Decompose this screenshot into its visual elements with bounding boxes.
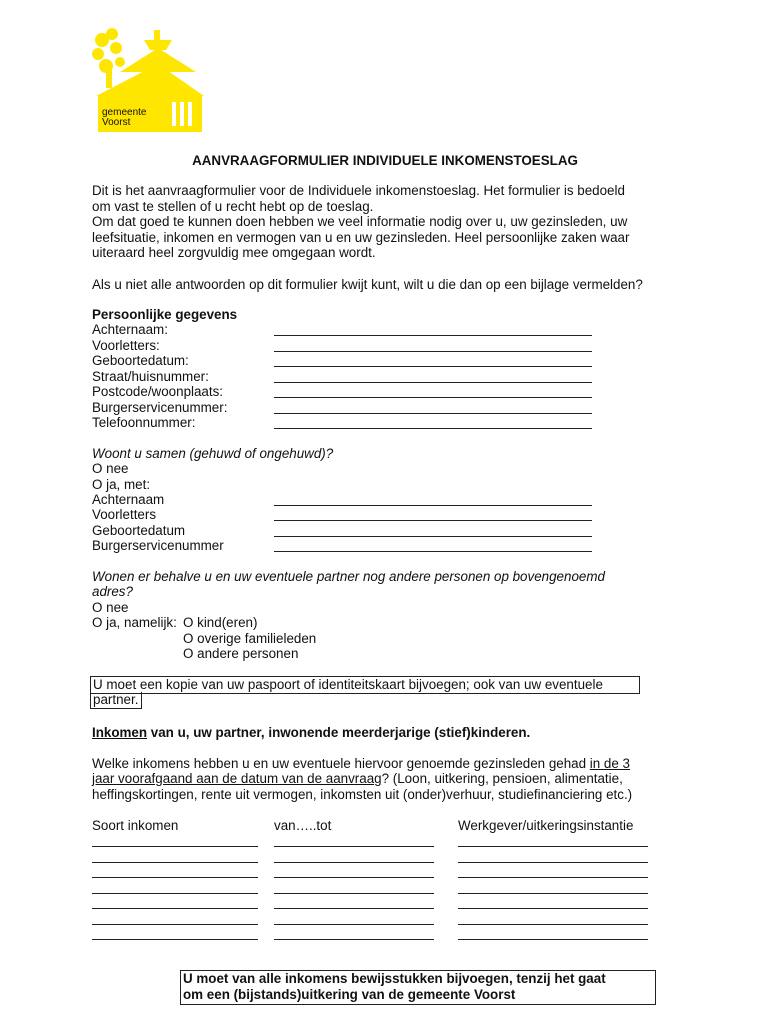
logo-line-1: gemeente bbox=[102, 107, 147, 118]
field-label-achternaam: Achternaam: bbox=[92, 322, 168, 337]
income-heading-rest: van u, uw partner, inwonende meerderjarige (stief)kinderen. bbox=[147, 725, 531, 740]
partner-label-geboortedatum: Geboortedatum bbox=[92, 523, 186, 538]
bijlage-note: Als u niet alle antwoorden op dit formulier kwijt kunt, wilt u die dan op een bijlage vermelden? bbox=[92, 277, 643, 292]
field-label-voorletters: Voorletters: bbox=[92, 338, 160, 353]
geboortedatum-input-line[interactable] bbox=[274, 366, 592, 367]
income-row-2-col-1-input-line[interactable] bbox=[92, 862, 258, 863]
income-row-6-col-2-input-line[interactable] bbox=[274, 924, 434, 925]
telefoon-input-line[interactable] bbox=[274, 428, 592, 429]
income-row-7-col-1-input-line[interactable] bbox=[92, 939, 258, 940]
final-note-box bbox=[180, 970, 656, 1005]
income-row-4-col-1-input-line[interactable] bbox=[92, 893, 258, 894]
partner-voorletters-input-line[interactable] bbox=[274, 520, 592, 521]
form-title: AANVRAAGFORMULIER INDIVIDUELE INKOMENSTOESLAG bbox=[192, 153, 578, 168]
income-row-1-col-2-input-line[interactable] bbox=[274, 846, 434, 847]
others-option-no[interactable]: O nee bbox=[92, 600, 129, 615]
income-row-7-col-2-input-line[interactable] bbox=[274, 939, 434, 940]
income-row-5-col-3-input-line[interactable] bbox=[458, 908, 648, 909]
income-row-3-col-2-input-line[interactable] bbox=[274, 877, 434, 878]
final-note-line2: om een (bijstands)uitkering van de gemeente Voorst bbox=[183, 986, 516, 1002]
others-sub-option-kinderen[interactable]: O kind(eren) bbox=[183, 615, 258, 630]
income-text-line3: heffingskortingen, rente uit vermogen, inkomsten uit (onder)verhuur, studiefinanciering etc.) bbox=[92, 787, 633, 802]
income-row-6-col-1-input-line[interactable] bbox=[92, 924, 258, 925]
partner-question: Woont u samen (gehuwd of ongehuwd)? bbox=[92, 446, 334, 461]
income-text-line2-underlined: jaar voorafgaand aan de datum van de aanvraag bbox=[92, 771, 382, 786]
income-text-line1-underlined: in de 3 bbox=[589, 756, 630, 771]
others-option-yes[interactable]: O ja, namelijk: bbox=[92, 615, 177, 630]
field-label-postcode: Postcode/woonplaats: bbox=[92, 384, 224, 399]
income-col-header-werkgever: Werkgever/uitkeringsinstantie bbox=[458, 818, 634, 833]
others-sub-option-andere[interactable]: O andere personen bbox=[183, 646, 299, 661]
others-question-line1: Wonen er behalve u en uw eventuele partner nog andere personen op bovengenoemd bbox=[92, 569, 605, 584]
straat-input-line[interactable] bbox=[274, 382, 592, 383]
passport-note-line1: U moet een kopie van uw paspoort of identiteitskaart bijvoegen; ook van uw eventuele bbox=[93, 677, 603, 692]
income-heading bbox=[92, 725, 530, 740]
income-col-header-soort: Soort inkomen bbox=[92, 818, 179, 833]
income-text-line2 bbox=[92, 771, 623, 786]
passport-note-box-line1 bbox=[90, 676, 640, 694]
income-heading-underlined: Inkomen bbox=[92, 725, 148, 740]
logo-text bbox=[102, 108, 146, 128]
partner-achternaam-input-line[interactable] bbox=[274, 505, 592, 506]
logo-line-2: Voorst bbox=[102, 117, 131, 128]
income-row-4-col-3-input-line[interactable] bbox=[458, 893, 648, 894]
field-label-straat: Straat/huisnummer: bbox=[92, 369, 209, 384]
income-text-line2-b: ? (Loon, uitkering, pensioen, alimentatie, bbox=[381, 771, 623, 786]
income-row-1-col-3-input-line[interactable] bbox=[458, 846, 648, 847]
partner-option-yes[interactable]: O ja, met: bbox=[92, 477, 151, 492]
income-row-2-col-2-input-line[interactable] bbox=[274, 862, 434, 863]
income-row-7-col-3-input-line[interactable] bbox=[458, 939, 648, 940]
achternaam-input-line[interactable] bbox=[274, 335, 592, 336]
field-label-telefoon: Telefoonnummer: bbox=[92, 415, 196, 430]
income-row-1-col-1-input-line[interactable] bbox=[92, 846, 258, 847]
final-note-line1: U moet van alle inkomens bewijsstukken bijvoegen, tenzij het gaat bbox=[183, 971, 606, 986]
income-text-line1 bbox=[92, 756, 630, 771]
bsn-input-line[interactable] bbox=[274, 413, 592, 414]
partner-label-voorletters: Voorletters bbox=[92, 507, 157, 522]
income-row-4-col-2-input-line[interactable] bbox=[274, 893, 434, 894]
income-row-6-col-3-input-line[interactable] bbox=[458, 924, 648, 925]
partner-bsn-input-line[interactable] bbox=[274, 551, 592, 552]
intro-line: om vast te stellen of u recht hebt op de toeslag. bbox=[92, 198, 374, 214]
partner-label-bsn: Burgerservicenummer bbox=[92, 538, 224, 553]
postcode-input-line[interactable] bbox=[274, 397, 592, 398]
income-row-5-col-2-input-line[interactable] bbox=[274, 908, 434, 909]
income-row-2-col-3-input-line[interactable] bbox=[458, 862, 648, 863]
income-row-3-col-3-input-line[interactable] bbox=[458, 877, 648, 878]
intro-paragraph bbox=[92, 183, 692, 261]
income-col-header-periode: van…..tot bbox=[274, 818, 332, 833]
passport-note-box-line2 bbox=[90, 692, 142, 709]
field-label-bsn: Burgerservicenummer: bbox=[92, 400, 228, 415]
intro-line: Om dat goed te kunnen doen hebben we veel informatie nodig over u, uw gezinsleden, uw bbox=[92, 214, 628, 230]
others-question-line2: adres? bbox=[92, 584, 133, 599]
partner-geboortedatum-input-line[interactable] bbox=[274, 536, 592, 537]
intro-line: leefsituatie, inkomen en vermogen van u en uw gezinsleden. Heel persoonlijke zaken waar bbox=[92, 229, 630, 245]
partner-label-achternaam: Achternaam bbox=[92, 492, 165, 507]
others-sub-option-familie[interactable]: O overige familieleden bbox=[183, 631, 317, 646]
field-label-geboortedatum: Geboortedatum: bbox=[92, 353, 189, 368]
passport-note-line2: partner. bbox=[93, 692, 139, 707]
income-row-5-col-1-input-line[interactable] bbox=[92, 908, 258, 909]
intro-line: Dit is het aanvraagformulier voor de Individuele inkomenstoeslag. Het formulier is bedoeld bbox=[92, 183, 625, 198]
partner-option-no[interactable]: O nee bbox=[92, 461, 129, 476]
personal-heading: Persoonlijke gegevens bbox=[92, 307, 238, 322]
intro-line: uiteraard heel zorgvuldig mee omgegaan wordt. bbox=[92, 245, 376, 261]
income-row-3-col-1-input-line[interactable] bbox=[92, 877, 258, 878]
income-text-line1-a: Welke inkomens hebben u en uw eventuele hiervoor genoemde gezinsleden gehad bbox=[92, 756, 590, 771]
voorletters-input-line[interactable] bbox=[274, 351, 592, 352]
